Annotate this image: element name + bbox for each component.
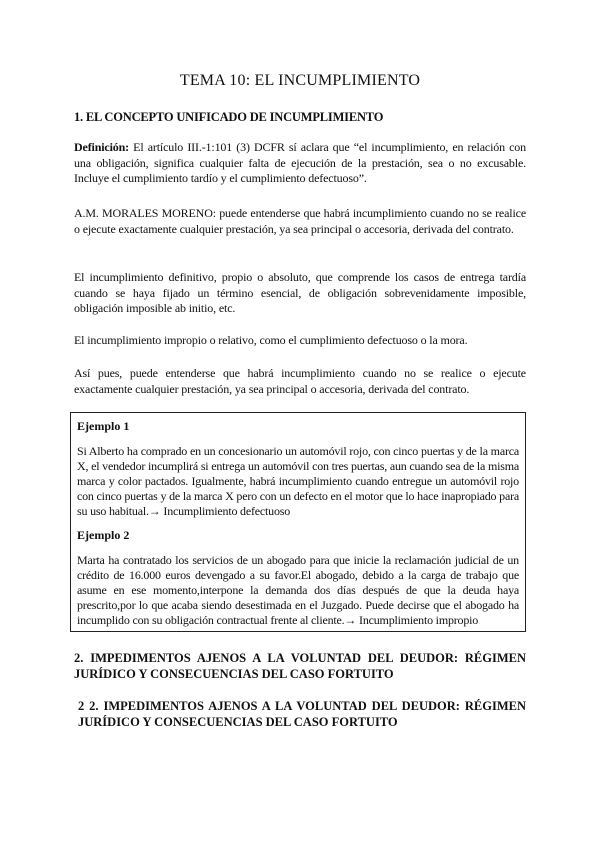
section-2-heading: 2. IMPEDIMENTOS AJENOS A LA VOLUNTAD DEL DEUDOR: RÉGIMEN JURÍDICO Y CONSECUENCIAS DEL CASO FORTUITO <box>74 651 526 681</box>
paragraph-incumplimiento-impropio: El incumplimiento impropio o relativo, como el cumplimiento defectuoso o la mora. <box>74 333 468 347</box>
definition-paragraph <box>74 140 526 187</box>
example-1-title: Ejemplo 1 <box>77 419 130 433</box>
section-2-heading-repeat: 2 2. IMPEDIMENTOS AJENOS A LA VOLUNTAD DEL DEUDOR: RÉGIMEN JURÍDICO Y CONSECUENCIAS DEL CASO FORTUITO <box>78 699 526 729</box>
paragraph-asi-pues: Así pues, puede entenderse que habrá incumplimiento cuando no se realice o ejecute exactamente cualquier prestación, ya sea principal o accesoria, derivada del contrato. <box>74 366 526 396</box>
section-1-heading: 1. EL CONCEPTO UNIFICADO DE INCUMPLIMIENTO <box>74 110 384 124</box>
example-1-text: Si Alberto ha comprado en un concesionario un automóvil rojo, con cinco puertas y de la marca X, el vendedor incumplirá si entrega un automóvil con tres puertas, aun cuando sea de la misma marca y color pactados. Igualmente, habrá incumplimiento cuando entregue un automóvil rojo con cinco puertas y de la marca X pero con un defecto en el motor que lo hace inapropiado para su uso habitual.→ Incumplimiento defectuoso <box>77 444 519 518</box>
definition-label: Definición: <box>74 140 130 154</box>
paragraph-incumplimiento-definitivo: El incumplimiento definitivo, propio o absoluto, que comprende los casos de entrega tardía cuando se haya fijado un término esencial, de obligación sobrevenidamente imposible, obligación imposible ab initio, etc. <box>74 270 526 315</box>
document-title: TEMA 10: EL INCUMPLIMIENTO <box>179 72 421 89</box>
example-2-title: Ejemplo 2 <box>77 528 130 542</box>
example-2-text: Marta ha contratado los servicios de un abogado para que inicie la reclamación judicial de un crédito de 16.000 euros devengado a su favor.El abogado, debido a la carga de trabajo que asume en ese momento,interpone la demanda dos días después de que la deuda haya prescrito,por lo que acaba siendo desestimada en el Juzgado. Puede decirse que el abogado ha incumplido con su obligación contractual frente al cliente.→ Incumplimiento impropio <box>77 553 519 627</box>
examples-box <box>70 412 526 632</box>
paragraph-morales-moreno: A.M. MORALES MORENO: puede entenderse que habrá incumplimiento cuando no se realice o ejecute exactamente cualquier prestación, ya sea principal o accesoria, derivada del contrato. <box>74 206 526 236</box>
definition-text: El artículo III.-1:101 (3) DCFR sí aclara que “el incumplimiento, en relación con una obligación, significa cualquier falta de ejecución de la prestación, sea o no excusable. Incluye el cumplimiento tardío y el cumplimiento defectuoso”. <box>74 140 526 185</box>
